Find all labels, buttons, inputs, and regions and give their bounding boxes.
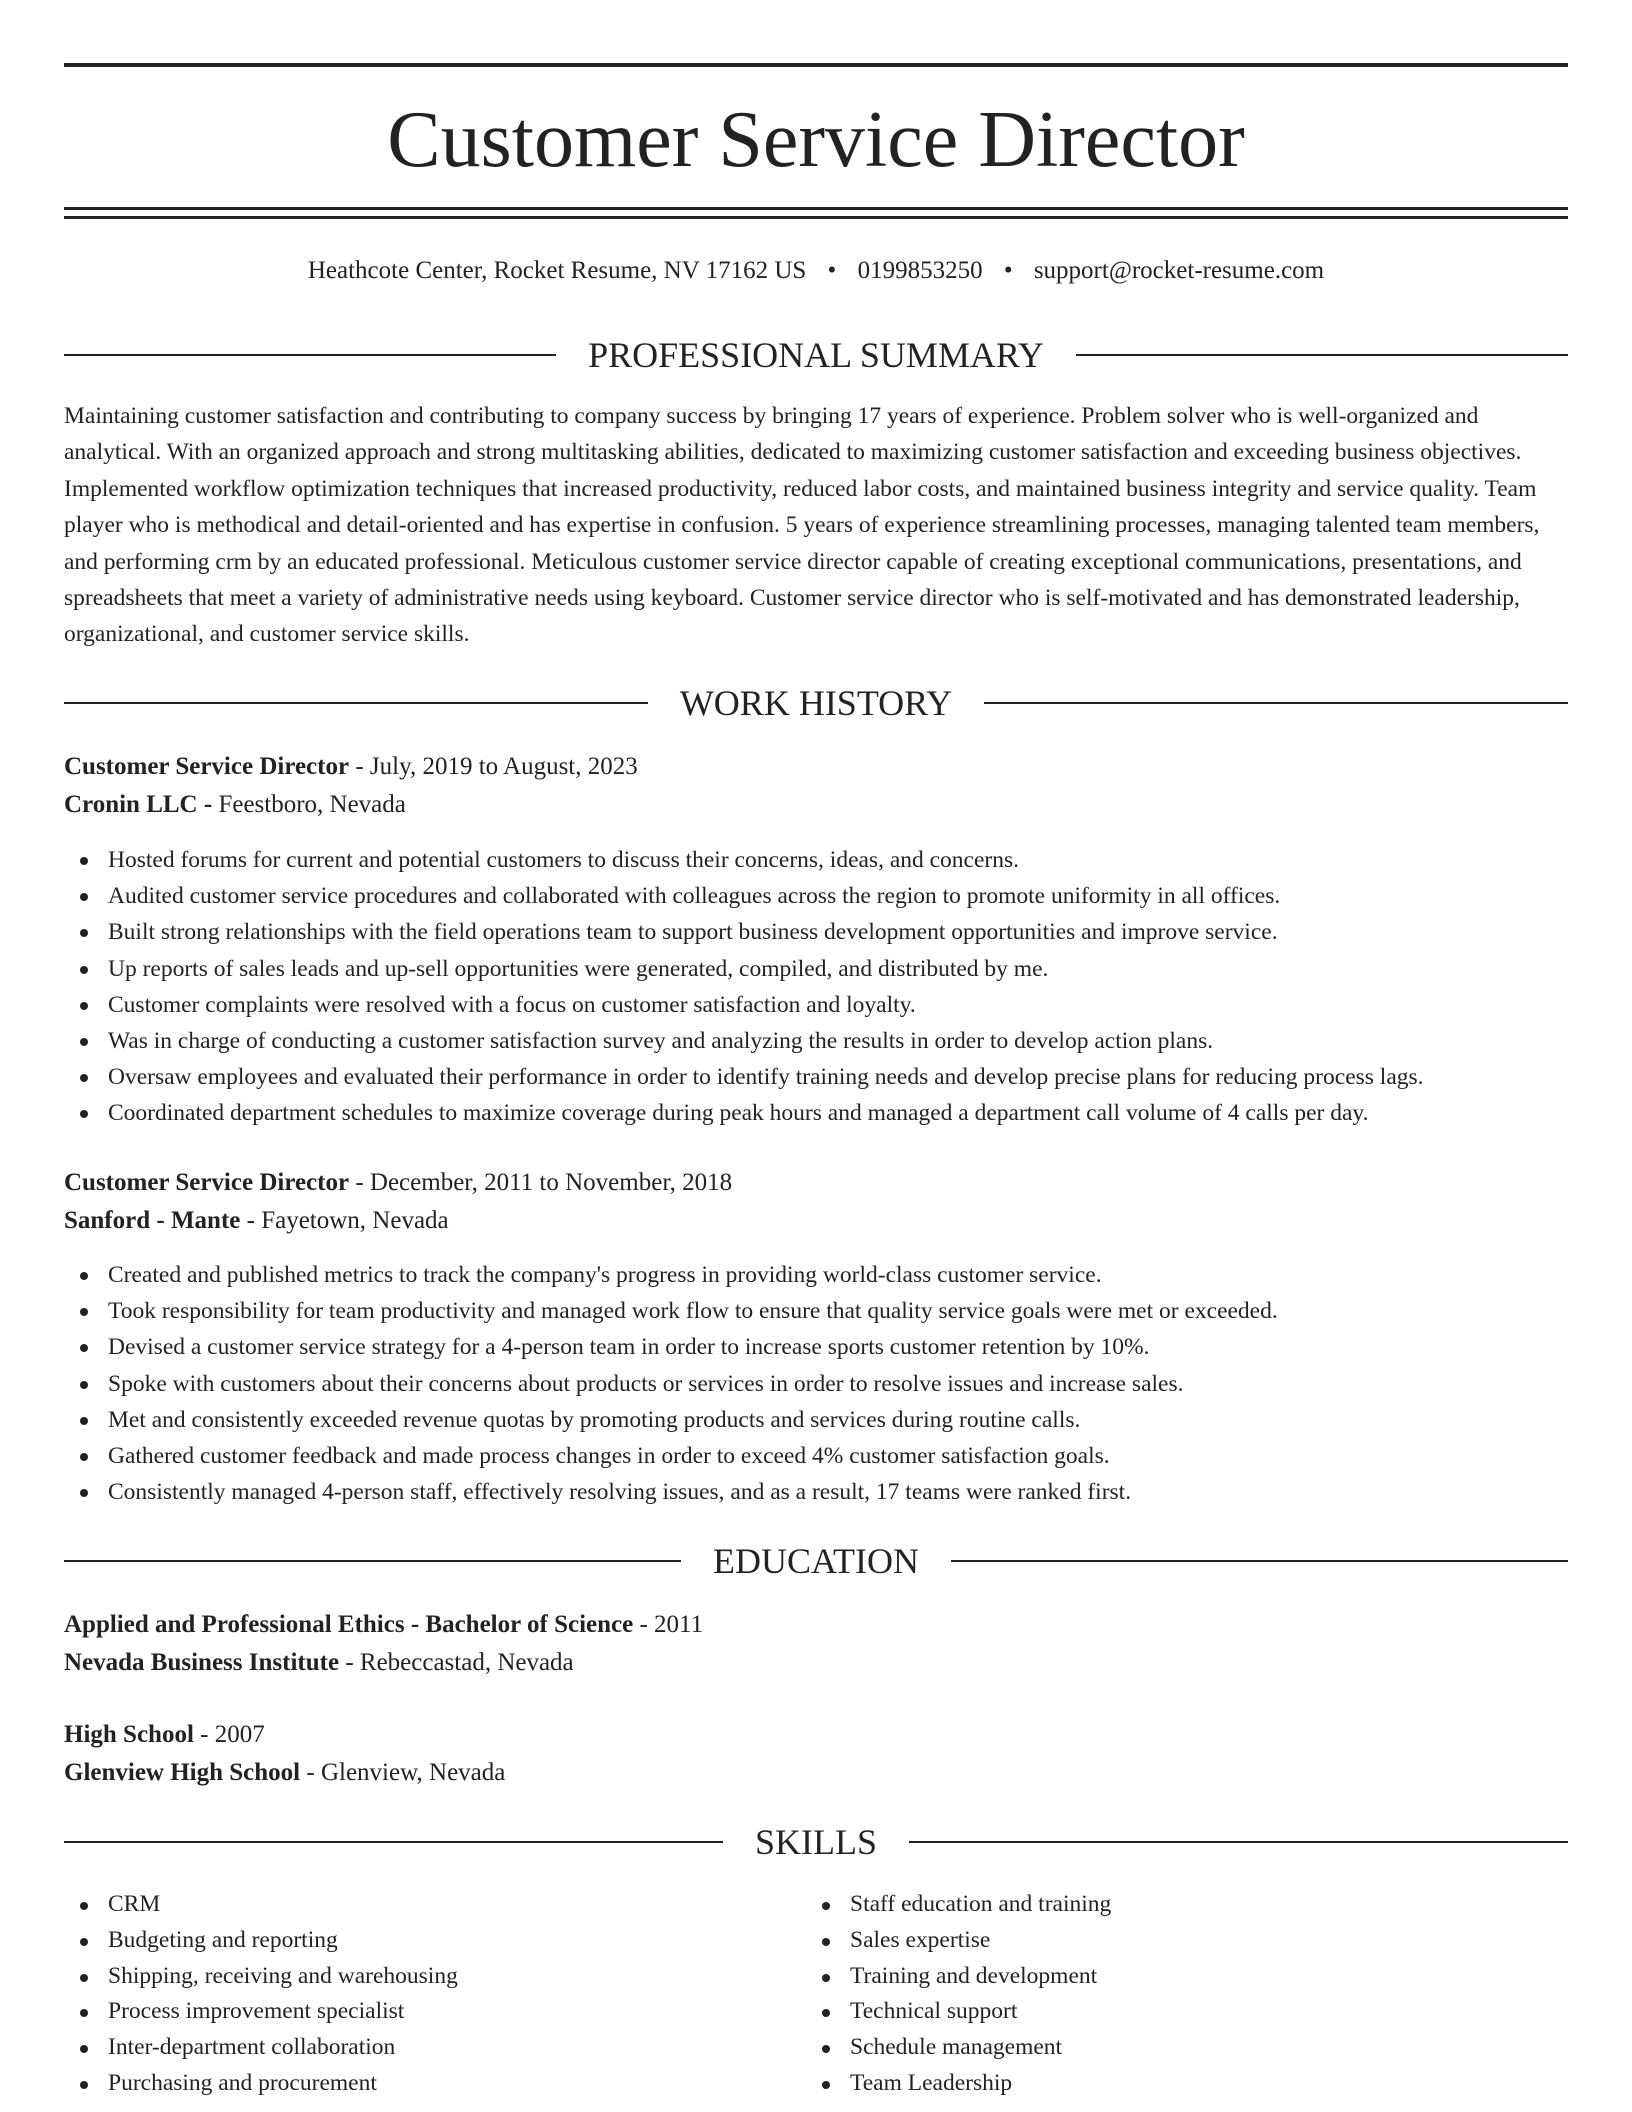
list-item: Coordinated department schedules to maximize coverage during peak hours and managed a department call volume of 4 calls per day. bbox=[64, 1095, 1568, 1131]
section-title: PROFESSIONAL SUMMARY bbox=[588, 335, 1044, 375]
education-school: Glenview High School bbox=[64, 1759, 301, 1786]
summary-paragraph: Maintaining customer satisfaction and contributing to company success by bringing 17 years of experience. Problem solver who is well-organized and analytical. With an organized approach and strong multitasking abilities, dedicated to maximizing customer satisfaction and exceeding business objectives. Implemented workflow optimization techniques that increased productivity, reduced labor costs, and maintained business integrity and service quality. Team player who is methodical and detail-oriented and has expertise in confusion. 5 years of experience streamlining processes, managing talented team members, and performing crm by an educated professional. Meticulous customer service director capable of creating exceptional communications, presentations, and spreadsheets that meet a variety of administrative needs using keyboard. Customer service director who is self-motivated and has demonstrated leadership, organizational, and customer service skills. bbox=[64, 403, 1540, 648]
job-title-line bbox=[64, 750, 638, 784]
heading-rule-right bbox=[984, 702, 1568, 704]
contact-phone: 0199853250 bbox=[857, 257, 983, 284]
contact-email: support@rocket-resume.com bbox=[1033, 257, 1325, 284]
job-company-line bbox=[64, 1204, 449, 1238]
job-company: Sanford - Mante bbox=[64, 1207, 241, 1234]
contact-line bbox=[0, 255, 1632, 287]
list-item: Audited customer service procedures and collaborated with colleagues across the region to promote uniformity in all offices. bbox=[64, 878, 1568, 914]
skills-list-left bbox=[64, 1887, 458, 2102]
skill-item: Inter-department collaboration bbox=[64, 2030, 458, 2066]
education-year: - 2007 bbox=[193, 1721, 265, 1748]
header-double-rule-upper bbox=[64, 207, 1568, 210]
list-item: Hosted forums for current and potential customers to discuss their concerns, ideas, and concerns. bbox=[64, 842, 1568, 878]
skill-item: Process improvement specialist bbox=[64, 1994, 458, 2030]
skill-item: Staff education and training bbox=[806, 1887, 1111, 1923]
list-item: Up reports of sales leads and up-sell opportunities were generated, compiled, and distributed by me. bbox=[64, 951, 1568, 987]
job-location: - Fayetown, Nevada bbox=[240, 1207, 449, 1234]
header-top-rule bbox=[64, 63, 1568, 67]
section-heading-skills bbox=[64, 1820, 1568, 1864]
education-location: - Rebeccastad, Nevada bbox=[339, 1649, 574, 1676]
skill-item: Team Leadership bbox=[806, 2066, 1111, 2102]
contact-separator: • bbox=[827, 257, 837, 284]
section-title: EDUCATION bbox=[713, 1541, 919, 1581]
education-school-line bbox=[64, 1646, 574, 1680]
list-item: Customer complaints were resolved with a focus on customer satisfaction and loyalty. bbox=[64, 987, 1568, 1023]
job-title-line bbox=[64, 1166, 732, 1200]
skill-item: Training and development bbox=[806, 1959, 1111, 1995]
section-heading-summary bbox=[64, 333, 1568, 377]
heading-rule-right bbox=[1076, 354, 1568, 356]
job-dates: - December, 2011 to November, 2018 bbox=[349, 1169, 733, 1196]
list-item: Met and consistently exceeded revenue quotas by promoting products and services during routine calls. bbox=[64, 1402, 1568, 1438]
list-item: Devised a customer service strategy for a 4-person team in order to increase sports customer retention by 10%. bbox=[64, 1329, 1568, 1365]
job-company: Cronin LLC - bbox=[64, 791, 219, 818]
education-school: Nevada Business Institute bbox=[64, 1649, 340, 1676]
resume-title: Customer Service Director bbox=[387, 96, 1245, 184]
list-item: Took responsibility for team productivity and managed work flow to ensure that quality service goals were met or exceeded. bbox=[64, 1293, 1568, 1329]
section-heading-education bbox=[64, 1539, 1568, 1583]
job-bullets bbox=[64, 842, 1568, 1132]
heading-rule-left bbox=[64, 354, 556, 356]
skill-item: Technical support bbox=[806, 1994, 1111, 2030]
skill-item: Schedule management bbox=[806, 2030, 1111, 2066]
section-title: WORK HISTORY bbox=[679, 683, 953, 723]
education-degree-line bbox=[64, 1608, 703, 1642]
contact-address: Heathcote Center, Rocket Resume, NV 17162 US bbox=[307, 257, 807, 284]
heading-rule-right bbox=[951, 1560, 1568, 1562]
skill-item: Budgeting and reporting bbox=[64, 1923, 458, 1959]
skills-list-right bbox=[806, 1887, 1111, 2102]
job-company-line bbox=[64, 788, 406, 822]
education-degree-line bbox=[64, 1718, 265, 1752]
skill-item: Sales expertise bbox=[806, 1923, 1111, 1959]
job-title: Customer Service Director bbox=[64, 1169, 350, 1196]
skill-item: Shipping, receiving and warehousing bbox=[64, 1959, 458, 1995]
education-location: - Glenview, Nevada bbox=[300, 1759, 506, 1786]
heading-rule-left bbox=[64, 1841, 723, 1843]
list-item: Gathered customer feedback and made process changes in order to exceed 4% customer satisfaction goals. bbox=[64, 1438, 1568, 1474]
job-dates: - July, 2019 to August, 2023 bbox=[349, 753, 638, 780]
education-school-line bbox=[64, 1756, 505, 1790]
job-location: Feestboro, Nevada bbox=[218, 791, 406, 818]
list-item: Consistently managed 4-person staff, effectively resolving issues, and as a result, 17 teams were ranked first. bbox=[64, 1474, 1568, 1510]
skill-item: Purchasing and procurement bbox=[64, 2066, 458, 2102]
list-item: Oversaw employees and evaluated their performance in order to identify training needs and develop precise plans for reducing process lags. bbox=[64, 1059, 1568, 1095]
list-item: Was in charge of conducting a customer satisfaction survey and analyzing the results in order to develop action plans. bbox=[64, 1023, 1568, 1059]
list-item: Built strong relationships with the field operations team to support business development opportunities and improve service. bbox=[64, 914, 1568, 950]
education-degree: Applied and Professional Ethics - Bachelor of Science bbox=[64, 1611, 634, 1638]
education-year: - 2011 bbox=[633, 1611, 704, 1638]
heading-rule-left bbox=[64, 702, 648, 704]
section-heading-work-history bbox=[64, 681, 1568, 725]
section-title: SKILLS bbox=[755, 1822, 878, 1862]
education-degree: High School bbox=[64, 1721, 194, 1748]
heading-rule-left bbox=[64, 1560, 681, 1562]
list-item: Spoke with customers about their concerns about products or services in order to resolve issues and increase sales. bbox=[64, 1366, 1568, 1402]
job-title: Customer Service Director bbox=[64, 753, 350, 780]
heading-rule-right bbox=[909, 1841, 1568, 1843]
header-double-rule-lower bbox=[64, 216, 1568, 219]
job-bullets bbox=[64, 1257, 1568, 1510]
contact-separator: • bbox=[1003, 257, 1013, 284]
list-item: Created and published metrics to track the company's progress in providing world-class customer service. bbox=[64, 1257, 1568, 1293]
skill-item: CRM bbox=[64, 1887, 458, 1923]
